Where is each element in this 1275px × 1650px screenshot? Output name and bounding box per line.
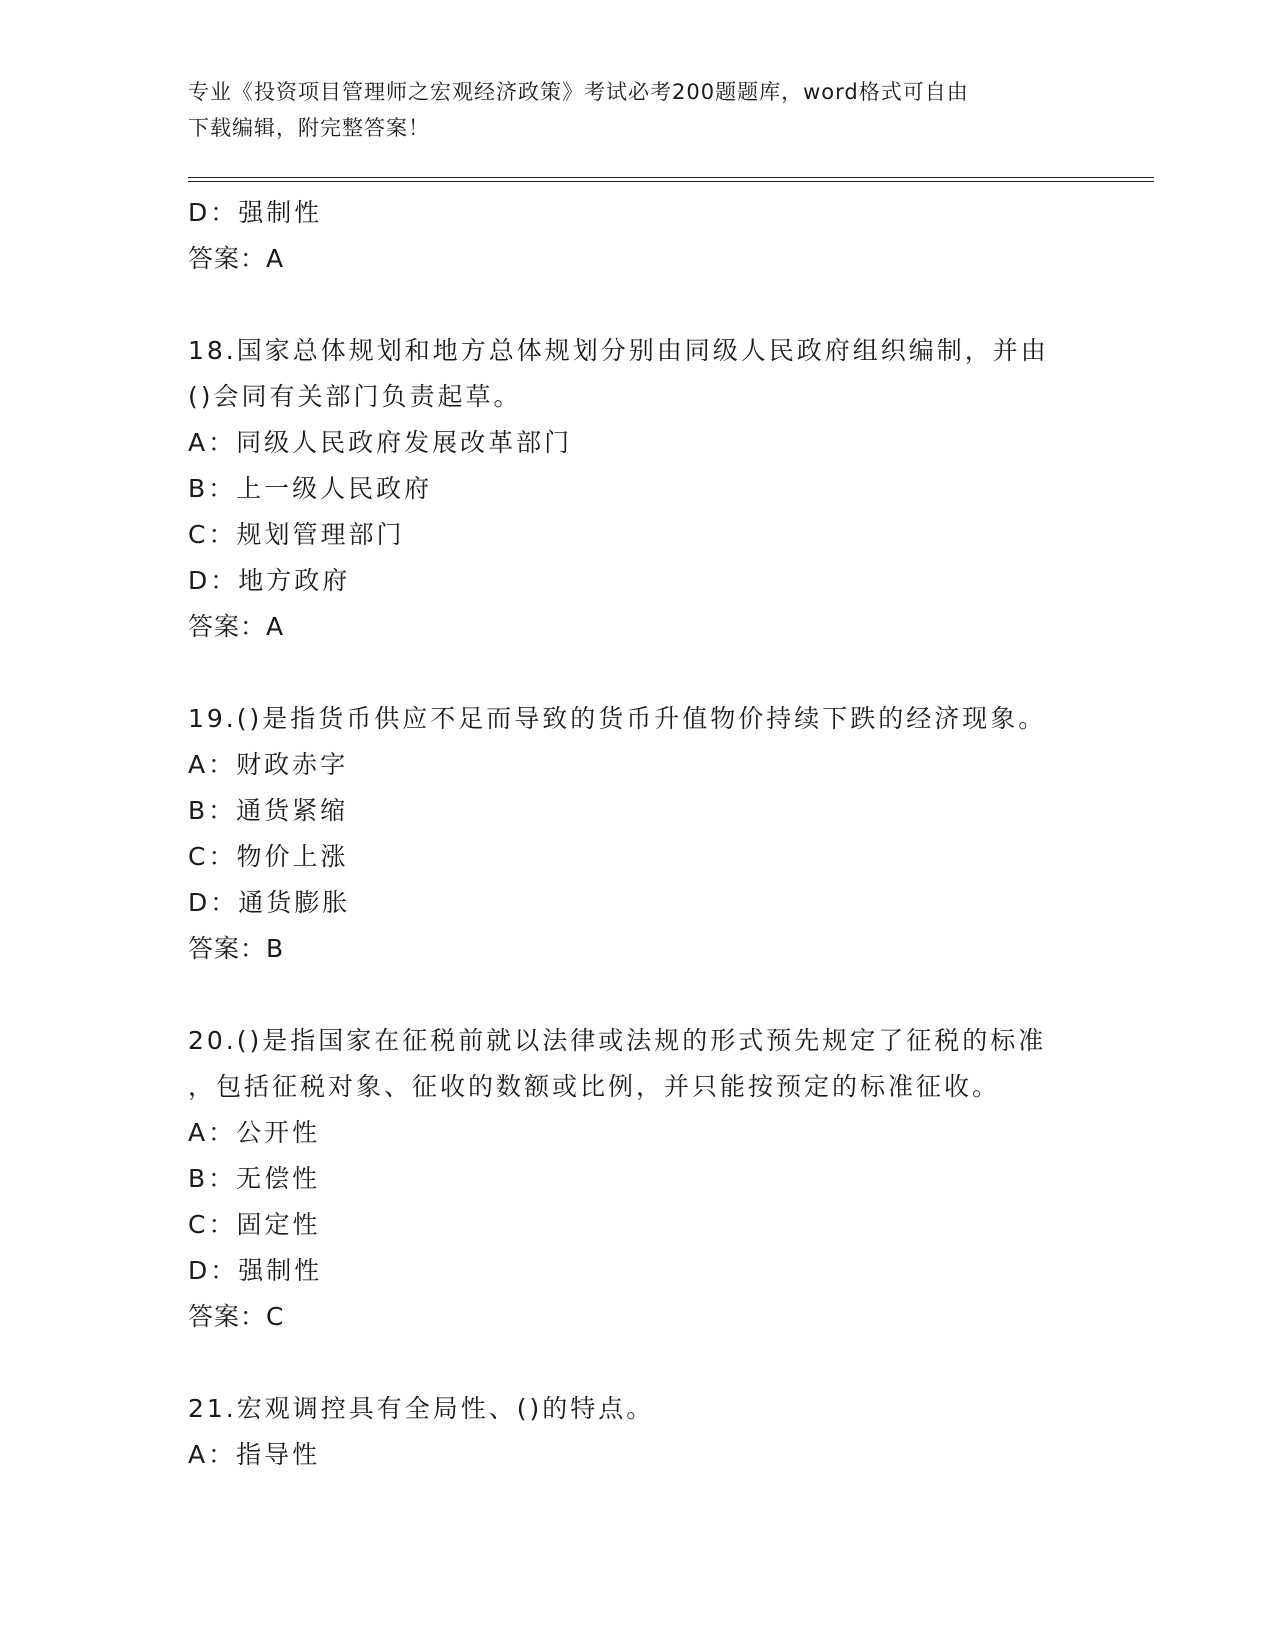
option-a: A：公开性 (188, 1118, 321, 1147)
header-line-2: 下载编辑，附完整答案！ (188, 116, 430, 140)
option-b: B：上一级人民政府 (188, 474, 433, 503)
option-d: D：强制性 (188, 1256, 323, 1285)
option-a: A：同级人民政府发展改革部门 (188, 428, 573, 457)
header-line-1: 专业《投资项目管理师之宏观经济政策》考试必考200题题库，word格式可自由 (188, 80, 969, 104)
header-divider-top (188, 177, 1154, 178)
option-c: C：固定性 (188, 1210, 321, 1239)
answer-line: 答案：A (188, 244, 285, 273)
question-21 (188, 1386, 1088, 1478)
question-stem: 21.宏观调控具有全局性、()的特点。 (188, 1394, 655, 1423)
spacer (188, 650, 1088, 696)
option-b: B：无偿性 (188, 1164, 321, 1193)
option-d: D：通货膨胀 (188, 888, 351, 917)
previous-question-tail (188, 190, 1088, 282)
spacer (188, 972, 1088, 1018)
question-19 (188, 696, 1088, 972)
option-b: B：通货紧缩 (188, 796, 349, 825)
option-d: D：强制性 (188, 198, 323, 227)
question-list (188, 190, 1088, 1478)
document-header (188, 74, 1088, 146)
question-stem-continued: ()会同有关部门负责起草。 (188, 382, 522, 411)
spacer (188, 1340, 1088, 1386)
option-c: C：规划管理部门 (188, 520, 405, 549)
spacer (188, 282, 1088, 328)
option-c: C：物价上涨 (188, 842, 349, 871)
question-stem: 19.()是指货币供应不足而导致的货币升值物价持续下跌的经济现象。 (188, 704, 1047, 733)
question-18 (188, 328, 1088, 650)
question-stem: 18.国家总体规划和地方总体规划分别由同级人民政府组织编制，并由 (188, 336, 1049, 365)
question-stem-continued: ，包括征税对象、征收的数额或比例，并只能按预定的标准征收。 (188, 1072, 1001, 1101)
question-stem: 20.()是指国家在征税前就以法律或法规的形式预先规定了征税的标准 (188, 1026, 1047, 1055)
answer-line: 答案：A (188, 612, 285, 641)
option-a: A：财政赤字 (188, 750, 349, 779)
header-divider-bottom (188, 181, 1154, 182)
option-a: A：指导性 (188, 1440, 321, 1469)
answer-line: 答案：C (188, 1302, 285, 1331)
answer-line: 答案：B (188, 934, 285, 963)
question-20 (188, 1018, 1088, 1340)
option-d: D：地方政府 (188, 566, 351, 595)
